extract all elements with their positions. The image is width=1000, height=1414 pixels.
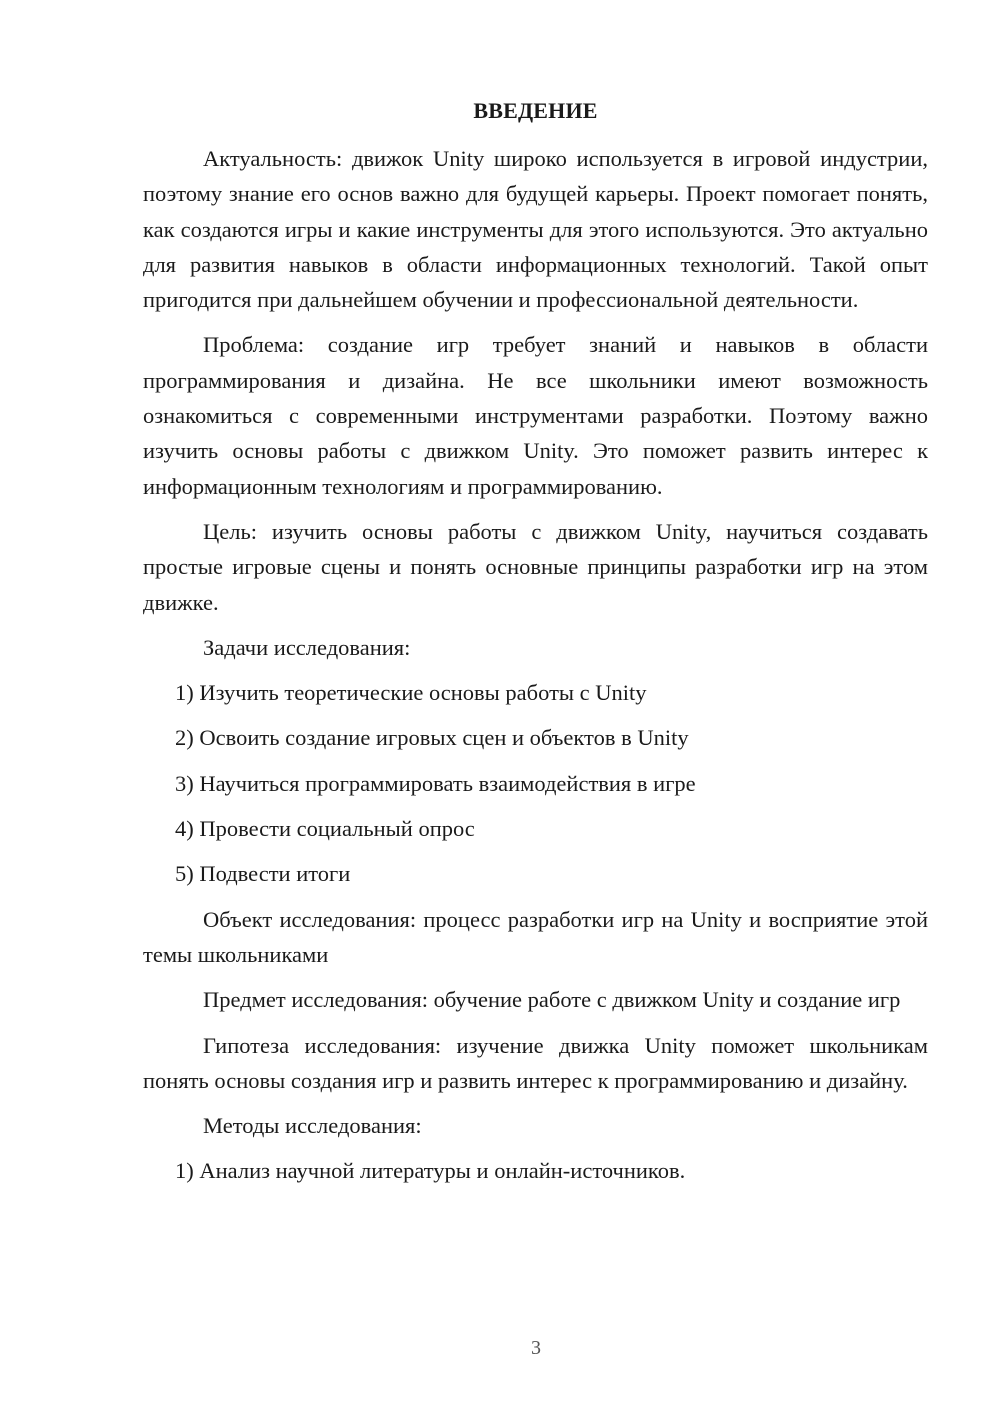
methods-title: Методы исследования: (203, 1113, 422, 1139)
goal-paragraph: Цель: изучить основы работы с движком Unity, научиться создавать простые игровые сцены и понять основные принципы разработки игр на этом движке. (143, 518, 928, 615)
relevance-paragraph: Актуальность: движок Unity широко используется в игровой индустрии, поэтому знание его основ важно для будущей карьеры. Проект помогает понять, как создаются игры и какие инструменты для этого используются. Это актуально для развития навыков в области информационных технологий. Такой опыт пригодится при дальнейшем обучении и профессиональной деятельности. (143, 146, 928, 313)
tasks-title: Задачи исследования: (203, 634, 411, 660)
object-paragraph: Объект исследования: процесс разработки игр на Unity и восприятие этой темы школьниками (143, 906, 928, 967)
task-item: 1) Изучить теоретические основы работы с Unity (175, 680, 647, 706)
subject-paragraph: Предмет исследования: обучение работе с движком Unity и создание игр (203, 987, 901, 1013)
document-body (143, 141, 928, 1199)
hypothesis-paragraph: Гипотеза исследования: изучение движка Unity поможет школьникам понять основы создания игр и развить интерес к программированию и дизайну. (143, 1032, 928, 1093)
section-heading: ВВЕДЕНИЕ (473, 98, 598, 123)
page-number: 3 (531, 1337, 541, 1359)
task-item: 2) Освоить создание игровых сцен и объектов в Unity (175, 725, 689, 751)
task-item: 5) Подвести итоги (175, 861, 351, 887)
task-item: 4) Провести социальный опрос (175, 816, 475, 842)
problem-paragraph: Проблема: создание игр требует знаний и навыков в области программирования и дизайна. Не все школьники имеют возможность ознакомиться с современными инструментами разработки. Поэтому важно изучить основы работы с движком Unity. Это поможет развить интерес к информационным технологиям и программированию. (143, 332, 928, 499)
task-item: 3) Научиться программировать взаимодействия в игре (175, 770, 696, 796)
method-item: 1) Анализ научной литературы и онлайн-источников. (175, 1158, 686, 1184)
